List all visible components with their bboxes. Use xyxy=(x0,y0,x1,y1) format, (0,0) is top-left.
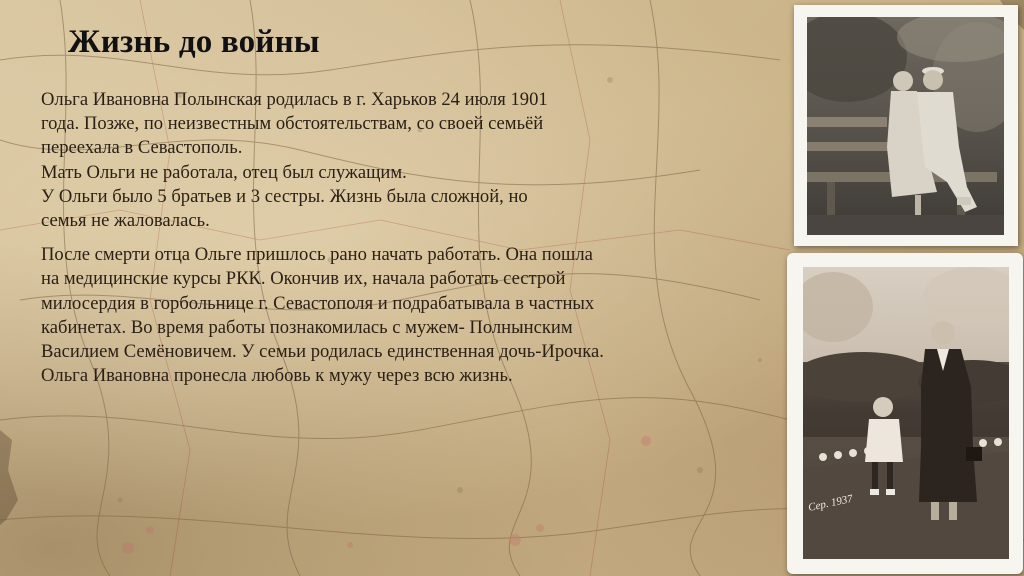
text-line: У Ольги было 5 братьев и 3 сестры. Жизнь была сложной, но xyxy=(41,185,528,207)
text-line: Ольга Ивановна Полынская родилась в г. Харьков 24 июля 1901 xyxy=(41,89,548,110)
couple-on-bench-photo xyxy=(794,5,1018,246)
photo-image xyxy=(807,17,1004,235)
paragraph-early-life xyxy=(41,88,771,233)
text-line: года. Позже, по неизвестным обстоятельствам, со своей семьёй xyxy=(41,113,544,135)
paragraph-work-and-marriage xyxy=(41,243,771,388)
mother-and-daughter-photo xyxy=(787,253,1023,574)
photo-image xyxy=(803,267,1009,559)
body-text xyxy=(41,88,771,388)
text-line: Мать Ольги не работала, отец был служащим. xyxy=(41,161,407,183)
text-line: милосердия в горбольнице г. Севастополя и подрабатывала в частных xyxy=(41,292,595,314)
text-line: Василием Семёновичем. У семьи родилась единственная дочь-Ирочка. xyxy=(41,341,604,363)
text-line: семья не жаловалась. xyxy=(41,210,210,232)
mother-and-daughter-image xyxy=(803,267,1009,559)
text-line: кабинетах. Во время работы познакомилась с мужем- Полнынским xyxy=(41,316,573,338)
text-line: переехала в Севастополь. xyxy=(41,137,243,159)
couple-on-bench-image xyxy=(807,17,1004,235)
text-line: После смерти отца Ольге пришлось рано начать работать. Она пошла xyxy=(41,244,593,266)
handwritten-note: Сер. 1937 xyxy=(807,492,854,514)
text-line: на медицинские курсы РКК. Окончив их, начала работать сестрой xyxy=(41,268,566,290)
text-line: Ольга Ивановна пронесла любовь к мужу через всю жизнь. xyxy=(41,365,513,387)
slide-title: Жизнь до войны xyxy=(68,24,320,60)
